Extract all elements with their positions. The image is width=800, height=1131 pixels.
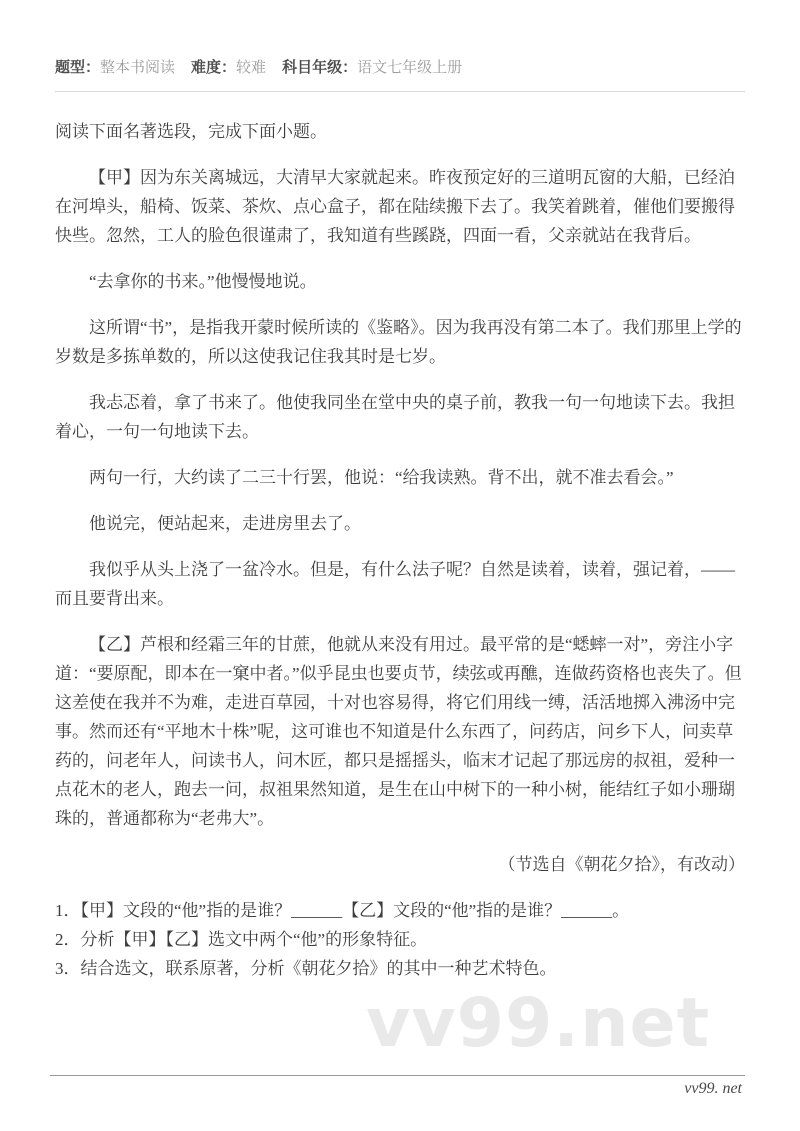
passage-paragraph: “去拿你的书来。”他慢慢地说。 <box>89 272 317 291</box>
meta-label-difficulty: 难度： <box>191 59 237 76</box>
meta-value-question-type: 整本书阅读 <box>100 59 176 76</box>
footer-site-text: vv99. net <box>684 1080 742 1097</box>
passage-paragraph-jia: 【甲】因为东关离城远，大清早大家就起来。昨夜预定好的三道明瓦窗的大船，已经泊在河埠头，船椅、饭菜、茶炊、点心盒子，都在陆续搬下去了。我笑着跳着，催他们要搬得快些。忽然，工人的脸色很谨肃了，我知道有些蹊跷，四面一看，父亲就站在我背后。 <box>55 168 735 245</box>
header-divider <box>55 91 745 92</box>
question-item-3: 3．结合选文，联系原著，分析《朝花夕拾》的其中一种艺术特色。 <box>55 959 557 978</box>
question-item-2: 2．分析【甲】【乙】选文中两个“他”的形象特征。 <box>55 930 428 949</box>
meta-label-subject-grade: 科目年级： <box>282 59 358 76</box>
meta-value-difficulty: 较难 <box>236 59 267 76</box>
passage-body <box>55 117 745 983</box>
footer-divider <box>50 1075 745 1076</box>
meta-value-subject-grade: 语文七年级上册 <box>357 59 463 76</box>
passage-paragraph: 两句一行，大约读了二三十行罢，他说：“给我读熟。背不出，就不准去看会。” <box>89 468 674 487</box>
citation-text: （节选自《朝花夕拾》，有改动） <box>498 855 745 874</box>
passage-paragraph: 这所谓“书”，是指我开蒙时候所读的《鉴略》。因为我再没有第二本了。我们那里上学的岁数是多拣单数的，所以这使我记住我其时是七岁。 <box>55 318 742 366</box>
passage-paragraph-yi: 【乙】芦根和经霜三年的甘蔗，他就从来没有用过。最平常的是“蟋蟀一对”，旁注小字道：“要原配，即本在一窠中者。”似乎昆虫也要贞节，续弦或再醮，连做药资格也丧失了。但这差使在我并不为难，走进百草园，十对也容易得，将它们用线一缚，活活地掷入沸汤中完事。然而还有“平地木十株”呢，这可谁也不知道是什么东西了，问药店，问乡下人，问卖草药的，问老年人，问读书人，问木匠，都只是摇摇头，临末才记起了那远房的叔祖，爱种一点花木的老人，跑去一问，叔祖果然知道，是生在山中树下的一种小树，能结红子如小珊瑚珠的，普通都称为“老弗大”。 <box>55 635 742 828</box>
passage-paragraph: 我似乎从头上浇了一盆冷水。但是，有什么法子呢？自然是读着，读着，强记着，——而且要背出来。 <box>55 560 735 608</box>
watermark-text: vv99.net <box>366 984 711 1063</box>
passage-paragraph: 他说完，便站起来，走进房里去了。 <box>89 514 361 533</box>
intro-text: 阅读下面名著选段，完成下面小题。 <box>55 122 327 141</box>
question-list <box>55 896 745 983</box>
header-meta <box>55 58 745 78</box>
question-item-1: 1．【甲】文段的“他”指的是谁？______【乙】文段的“他”指的是谁？______。 <box>55 901 630 920</box>
meta-label-question-type: 题型： <box>55 59 101 76</box>
passage-paragraph: 我忐忑着，拿了书来了。他使我同坐在堂中央的桌子前，教我一句一句地读下去。我担着心，一句一句地读下去。 <box>55 393 735 441</box>
